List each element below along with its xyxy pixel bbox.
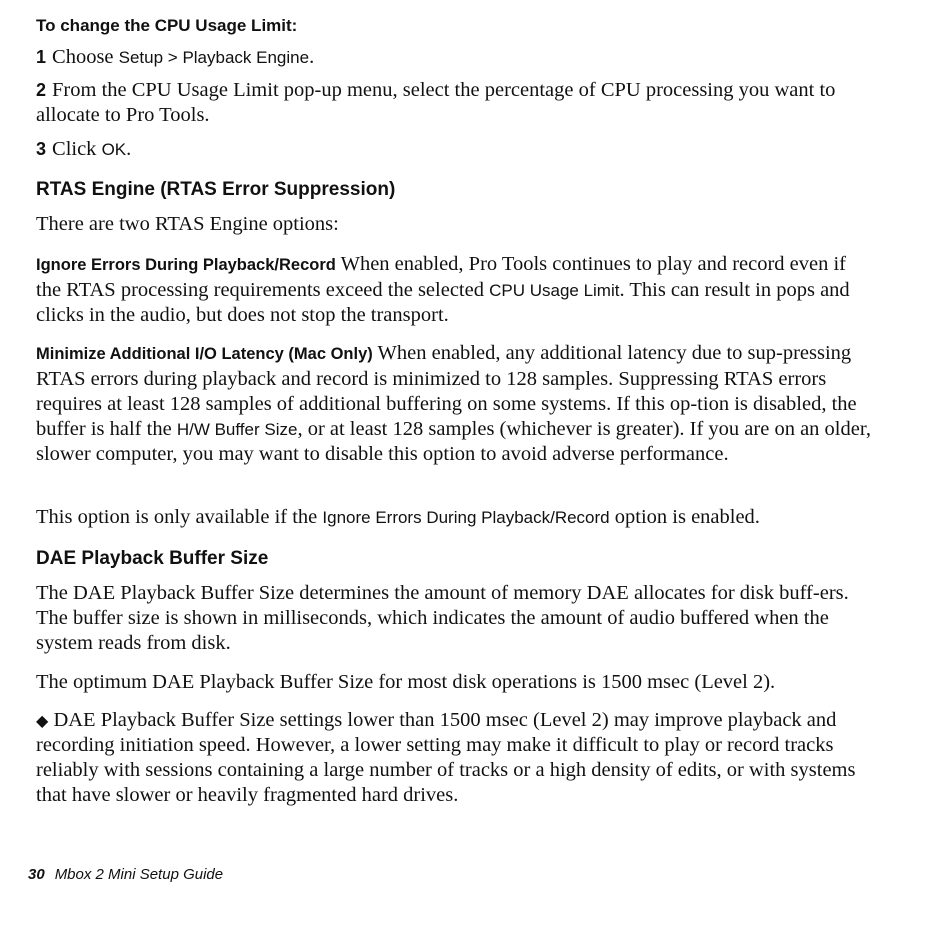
step-number: 1 <box>36 47 47 67</box>
option-text: When enabled, Pro Tools continues to play and record even if the RTAS processing requirements exceed the selected <box>36 253 847 301</box>
page-footer <box>28 866 223 883</box>
step-2 <box>36 78 876 128</box>
dae-paragraph-2: The optimum DAE Playback Buffer Size for most disk operations is 1500 msec (Level 2). <box>36 671 776 693</box>
guide-title: Mbox 2 Mini Setup Guide <box>54 866 224 883</box>
option-text: , or at least 128 samples (whichever is greater). If you are on an older, slower computer, you may want to disable this option to avoid adverse performance. <box>36 418 871 465</box>
dae-tip <box>36 708 876 808</box>
ui-label: H/W Buffer Size <box>176 420 298 439</box>
step-number: 3 <box>36 139 47 159</box>
ok-label: OK <box>101 140 127 159</box>
rtas-option-minimize-latency <box>36 341 876 467</box>
rtas-option-ignore-errors <box>36 252 876 328</box>
step-text: From the CPU Usage Limit pop-up menu, select the percentage of CPU processing you want to allocate to Pro Tools. <box>36 79 836 126</box>
dae-paragraph-1: The DAE Playback Buffer Size determines the amount of memory DAE allocates for disk buff-ers. The buffer size is shown in milliseconds, which indicates the amount of audio buffered when the system reads from disk. <box>36 582 849 654</box>
step-1 <box>36 45 876 70</box>
page-number: 30 <box>28 866 45 883</box>
note-text: This option is only available if the <box>36 506 323 528</box>
ui-label: Ignore Errors During Playback/Record <box>322 508 610 527</box>
note-text: option is enabled. <box>609 506 760 528</box>
menu-path: Setup > Playback Engine <box>118 48 310 67</box>
rtas-note <box>36 505 876 530</box>
ui-label: CPU Usage Limit <box>489 281 620 300</box>
tip-text: DAE Playback Buffer Size settings lower than 1500 msec (Level 2) may improve playback and recording initiation speed. However, a lower setting may make it difficult to play or record tracks reliably with sessions containing a large number of tracks or a high density of edits, or with systems that have slower or heavily fragmented hard drives. <box>36 709 856 806</box>
section-heading-rtas: RTAS Engine (RTAS Error Suppression) <box>36 179 396 200</box>
step-3 <box>36 137 876 162</box>
step-number: 2 <box>36 80 47 100</box>
option-text: . This can result in pops and clicks in the audio, but does not stop the transport. <box>36 279 850 326</box>
step-text: Click <box>52 138 102 160</box>
diamond-bullet-icon: ◆ <box>36 711 49 730</box>
option-text: When enabled, any additional latency due to sup-pressing RTAS errors during playback and record is minimized to 128 samples. Suppressing RTAS errors requires at least 128 samples of additional buffering on some systems. If this op-tion is disabled, the buffer is half the <box>36 342 857 440</box>
rtas-intro: There are two RTAS Engine options: <box>36 213 339 235</box>
step-text: Choose <box>52 46 119 68</box>
option-term: Minimize Additional I/O Latency (Mac Only) <box>36 345 373 363</box>
option-term: Ignore Errors During Playback/Record <box>36 256 336 274</box>
procedure-heading: To change the CPU Usage Limit: <box>36 16 298 35</box>
step-text: . <box>126 138 132 160</box>
section-heading-dae: DAE Playback Buffer Size <box>36 548 269 569</box>
step-text: . <box>309 46 315 68</box>
